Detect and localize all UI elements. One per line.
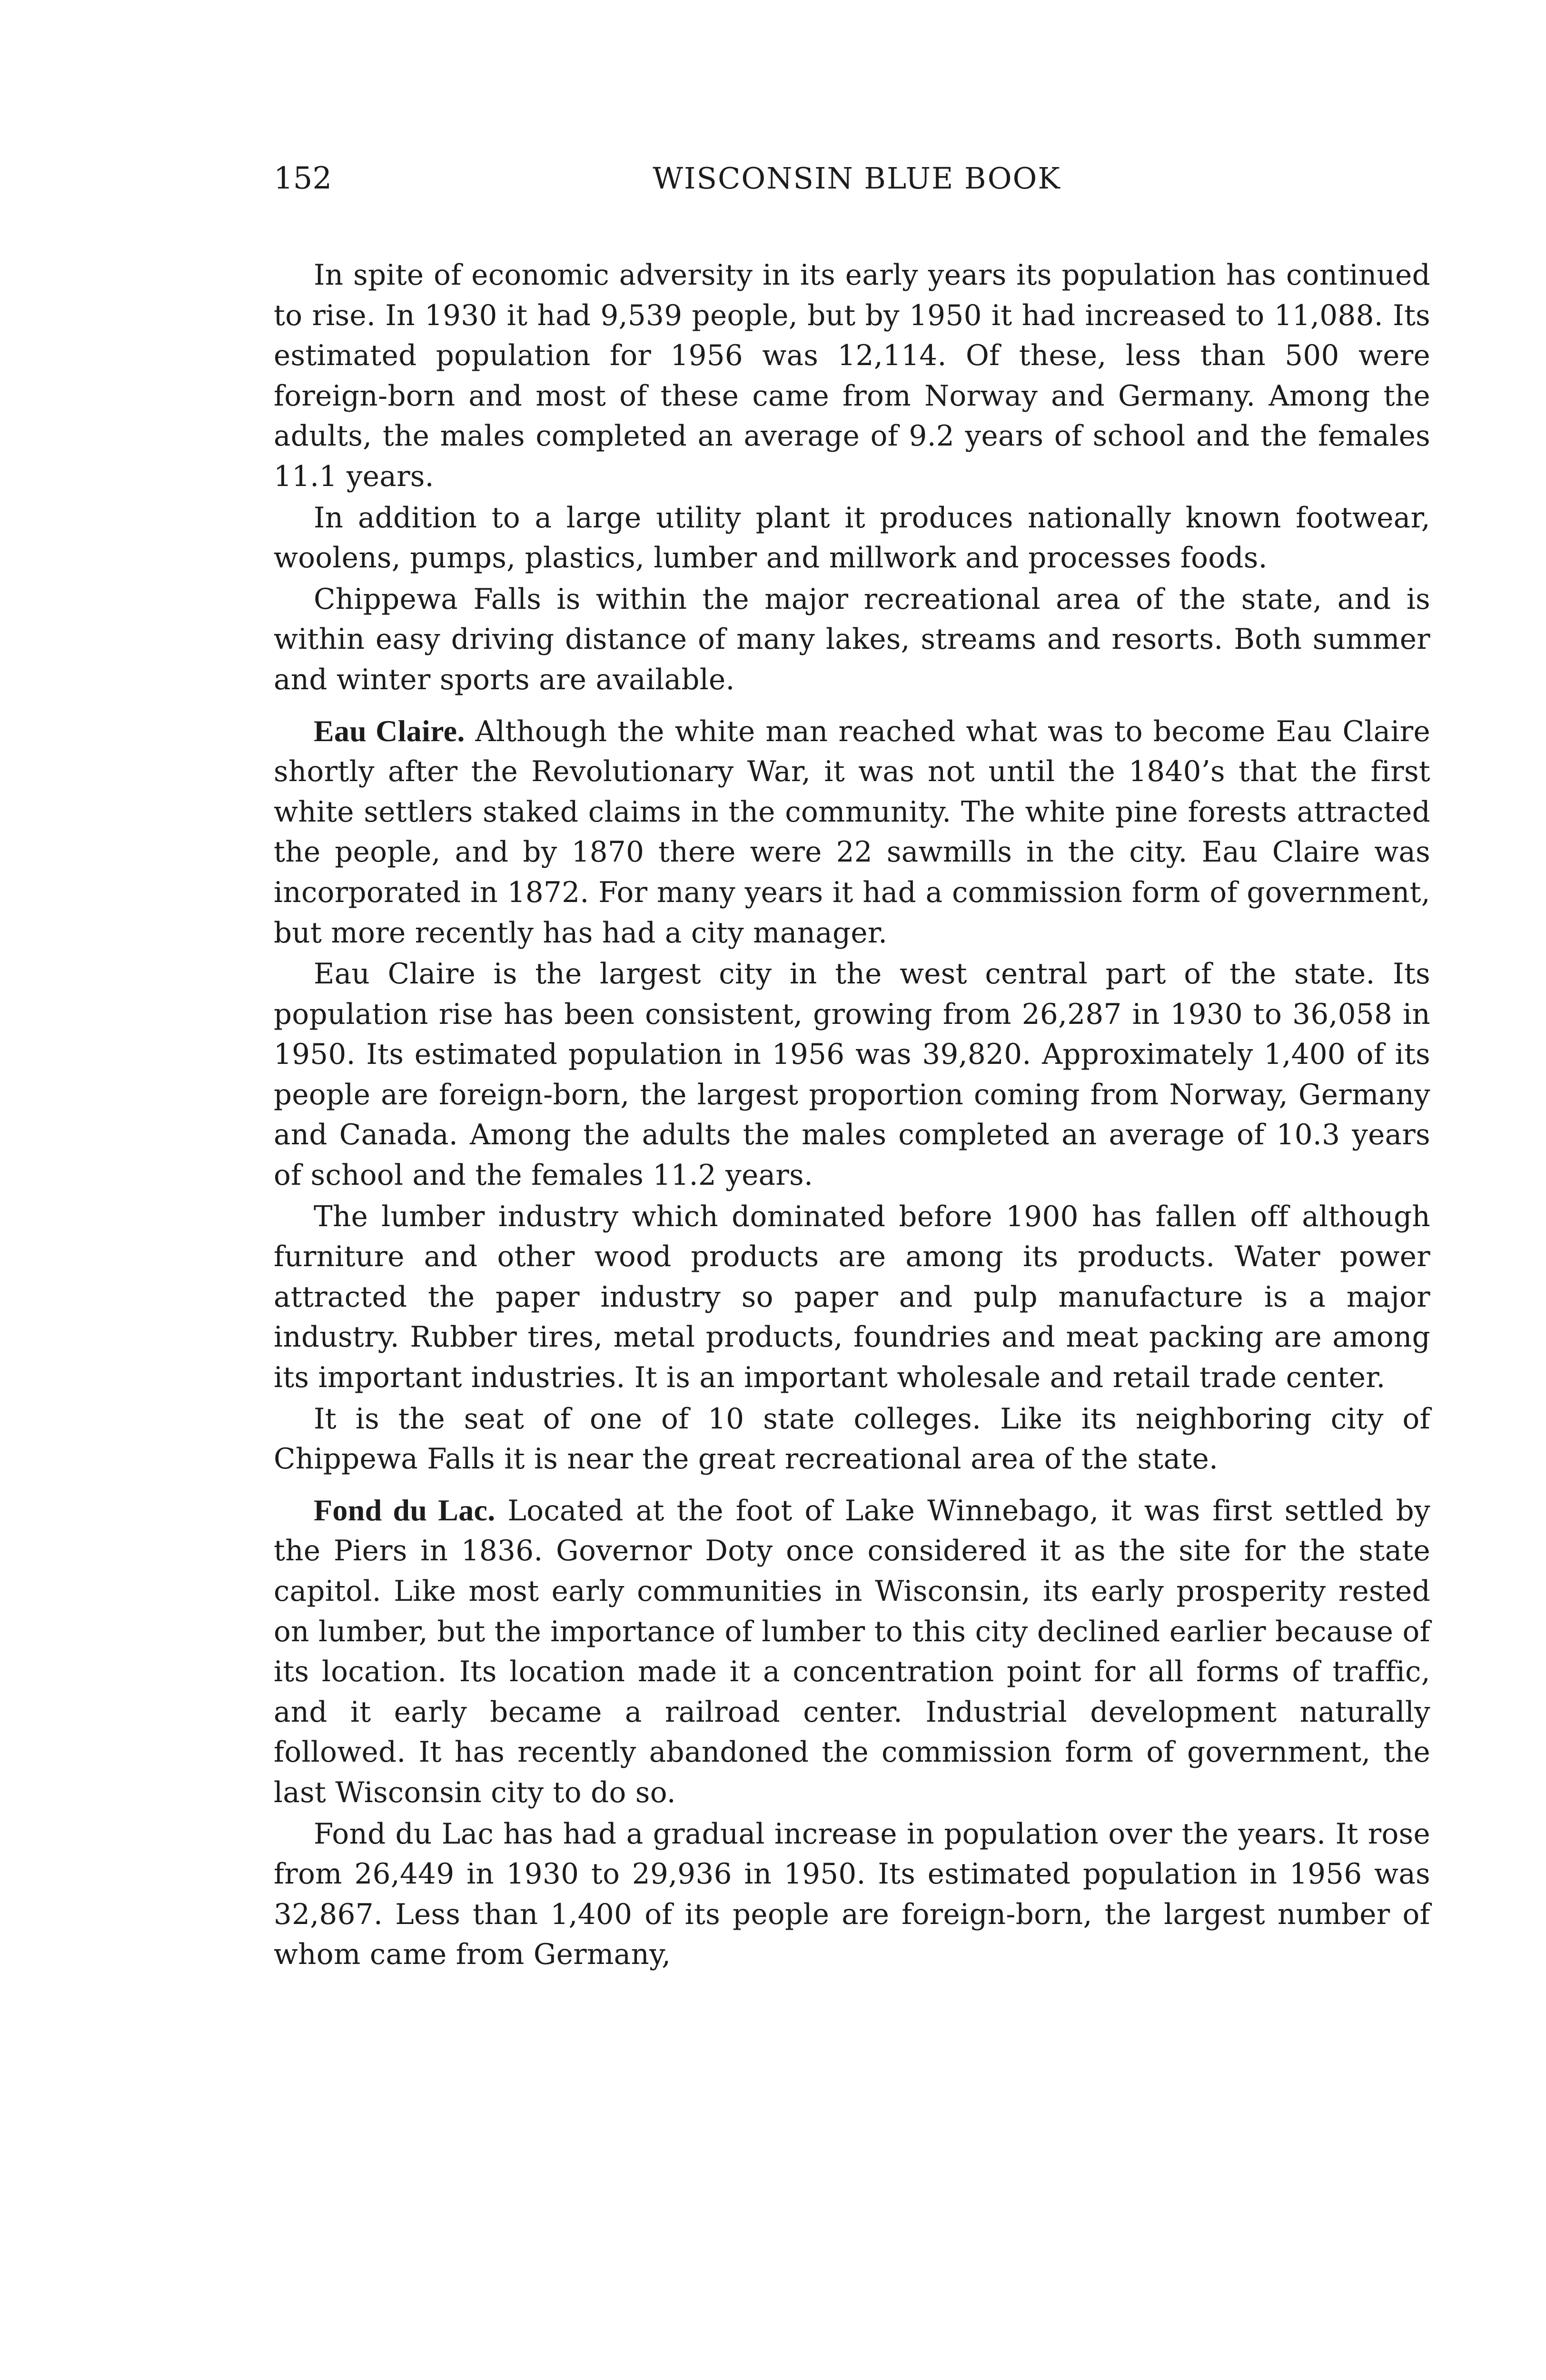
paragraph-text: The lumber industry which dominated before 1900 has fallen off although furniture and other wood products are among its products. Water power attracted the paper industry so paper and pulp manufacture is a major industry. Rubber tires, metal products, foundries and meat packing are among its important industries. It is an important wholesale and retail trade center. (274, 1200, 1430, 1395)
paragraph-chippewa-population (274, 255, 1430, 497)
paragraph-text: In addition to a large utility plant it produces nationally known footwear, woolens, pumps, plastics, lumber and millwork and processes foods. (274, 501, 1430, 575)
section-heading-eau-claire: Eau Claire. (314, 714, 465, 748)
paragraph-chippewa-recreation (274, 579, 1430, 701)
page-header (274, 157, 1440, 200)
paragraph-eau-claire-population (274, 953, 1430, 1196)
paragraph-fond-du-lac-history (274, 1490, 1430, 1814)
page-number: 152 (274, 161, 332, 196)
paragraph-text: Chippewa Falls is within the major recreational area of the state, and is within easy driving distance of many lakes, streams and resorts. Both summer and winter sports are available. (274, 583, 1430, 696)
paragraph-text: It is the seat of one of 10 state colleges. Like its neighboring city of Chippewa Falls it is near the great recreational area of the state. (274, 1402, 1430, 1476)
paragraph-chippewa-industry (274, 497, 1430, 579)
section-heading-fond-du-lac: Fond du Lac. (314, 1493, 496, 1527)
paragraph-text: Fond du Lac has had a gradual increase in population over the years. It rose from 26,449 in 1930 to 29,936 in 1950. Its estimated population in 1956 was 32,867. Less than 1,400 of its people are foreign-born, the largest number of whom came from Germany, (274, 1817, 1430, 1972)
paragraph-text: Although the white man reached what was to become Eau Claire shortly after the Revolutionary War, it was not until the 1840’s that the first white settlers staked claims in the community. The white pine forests attracted the people, and by 1870 there were 22 sawmills in the city. Eau Claire was incorporated in 1872. For many years it had a commission form of government, but more recently has had a city manager. (274, 715, 1430, 950)
paragraph-eau-claire-college (274, 1398, 1430, 1480)
paragraph-text: Eau Claire is the largest city in the west central part of the state. Its population rise has been consistent, growing from 26,287 in 1930 to 36,058 in 1950. Its estimated population in 1956 was 39,820. Approximately 1,400 of its people are foreign-born, the largest proportion coming from Norway, Germany and Canada. Among the adults the males completed an average of 10.3 years of school and the females 11.2 years. (274, 958, 1430, 1192)
paragraph-eau-claire-history (274, 711, 1430, 954)
body-text (274, 255, 1430, 1975)
paragraph-fond-du-lac-population (274, 1814, 1430, 1975)
paragraph-text: In spite of economic adversity in its early years its population has continued to rise. In 1930 it had 9,539 people, but by 1950 it had increased to 11,088. Its estimated population for 1956 was 12,114. Of these, less than 500 were foreign-born and most of these came from Norway and Germany. Among the adults, the males completed an average of 9.2 years of school and the females 11.1 years. (274, 259, 1430, 493)
paragraph-eau-claire-industry (274, 1196, 1430, 1398)
paragraph-text: Located at the foot of Lake Winnebago, it was first settled by the Piers in 1836. Governor Doty once considered it as the site for the state capitol. Like most early communities in Wisconsin, its early prosperity rested on lumber, but the importance of lumber to this city declined earlier because of its location. Its location made it a concentration point for all forms of traffic, and it early became a railroad center. Industrial development naturally followed. It has recently abandoned the commission form of government, the last Wisconsin city to do so. (274, 1494, 1430, 1809)
running-head: WISCONSIN BLUE BOOK (653, 161, 1061, 196)
